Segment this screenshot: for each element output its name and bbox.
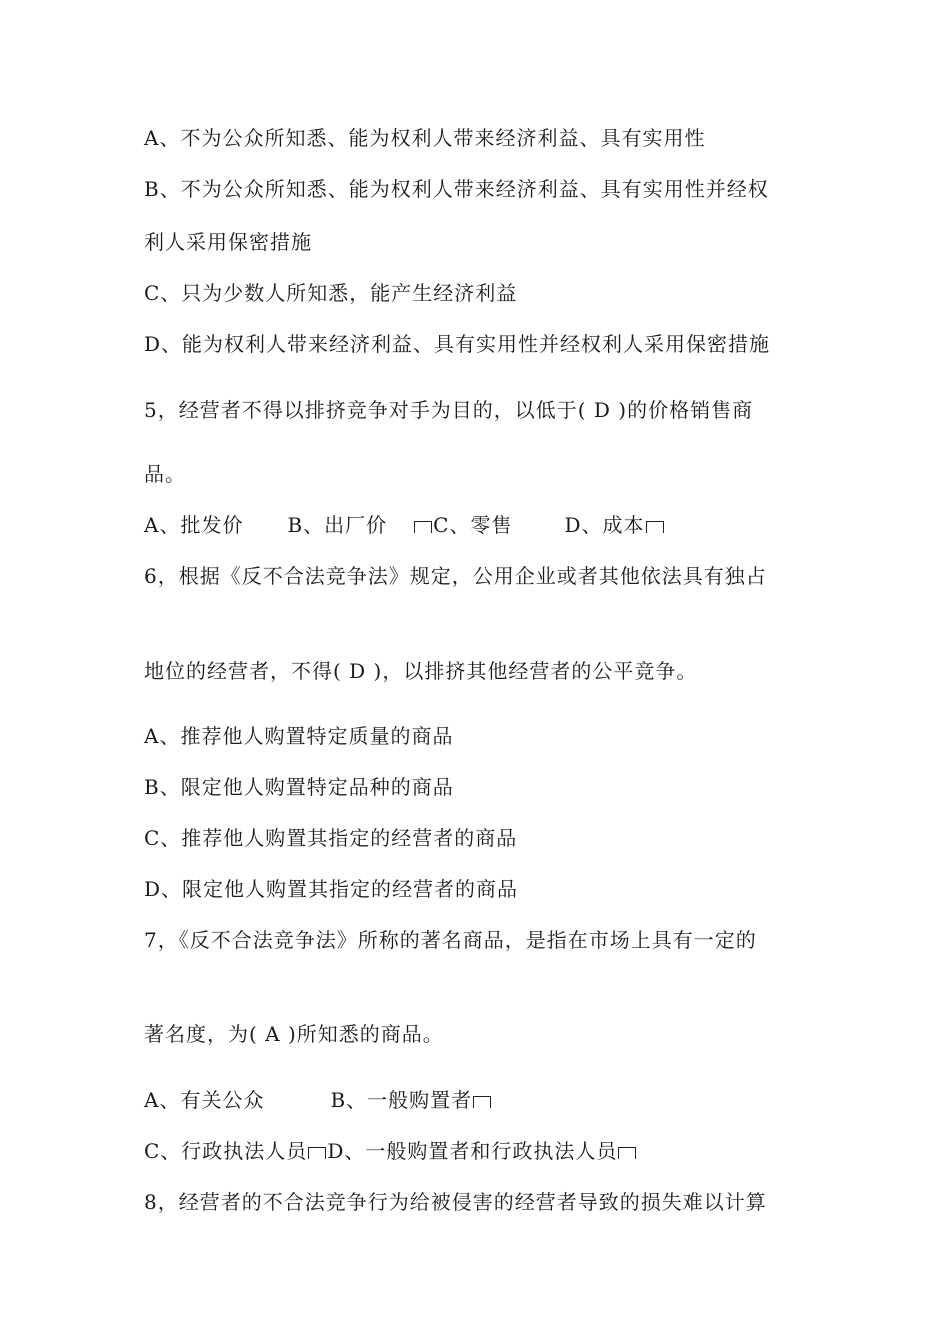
q7-options-row-1 bbox=[144, 1086, 824, 1114]
bracket-mark-icon bbox=[414, 521, 432, 533]
question-5: 5，经营者不得以排挤竞争对手为目的，以低于( D )的价格销售商 bbox=[144, 398, 754, 422]
question-8: 8，经营者的不合法竞争行为给被侵害的经营者导致的损失难以计算 bbox=[144, 1190, 767, 1214]
q6-option-d: D、限定他人购置其指定的经营者的商品 bbox=[144, 877, 519, 901]
q4-option-a: A、不为公众所知悉、能为权利人带来经济利益、具有实用性 bbox=[144, 126, 706, 150]
q5-option-b: B、出厂价 bbox=[287, 513, 388, 537]
question-5-continued: 品。 bbox=[144, 462, 186, 486]
q4-option-c: C、只为少数人所知悉，能产生经济利益 bbox=[144, 281, 518, 305]
q5-option-d: D、成本 bbox=[564, 513, 645, 537]
q6-option-b: B、限定他人购置特定品种的商品 bbox=[144, 775, 454, 799]
bracket-mark-icon bbox=[308, 1147, 326, 1159]
q5-option-c: C、零售 bbox=[433, 513, 513, 537]
q7-option-b: B、一般购置者 bbox=[330, 1088, 473, 1112]
q7-option-c: C、行政执法人员 bbox=[144, 1139, 308, 1163]
q4-option-b-continued: 利人采用保密措施 bbox=[144, 230, 312, 254]
q4-option-d: D、能为权利人带来经济利益、具有实用性并经权利人采用保密措施 bbox=[144, 332, 771, 356]
bracket-mark-icon bbox=[618, 1147, 636, 1159]
question-6-continued: 地位的经营者，不得( D )，以排挤其他经营者的公平竞争。 bbox=[144, 659, 698, 683]
question-7: 7，《反不合法竞争法》所称的著名商品，是指在市场上具有一定的 bbox=[144, 928, 757, 952]
q7-option-a: A、有关公众 bbox=[144, 1088, 265, 1112]
bracket-mark-icon bbox=[646, 521, 664, 533]
bracket-mark-icon bbox=[473, 1096, 491, 1108]
q4-option-b: B、不为公众所知悉、能为权利人带来经济利益、具有实用性并经权 bbox=[144, 177, 769, 201]
q6-option-c: C、推荐他人购置其指定的经营者的商品 bbox=[144, 826, 518, 850]
question-7-continued: 著名度，为( A )所知悉的商品。 bbox=[144, 1022, 444, 1046]
q5-option-a: A、批发价 bbox=[144, 513, 244, 537]
q7-options-row-2 bbox=[144, 1137, 824, 1165]
q5-options-row bbox=[144, 511, 824, 539]
q7-option-d: D、一般购置者和行政执法人员 bbox=[327, 1139, 618, 1163]
question-6: 6，根据《反不合法竞争法》规定，公用企业或者其他依法具有独占 bbox=[144, 564, 767, 588]
q6-option-a: A、推荐他人购置特定质量的商品 bbox=[144, 724, 454, 748]
